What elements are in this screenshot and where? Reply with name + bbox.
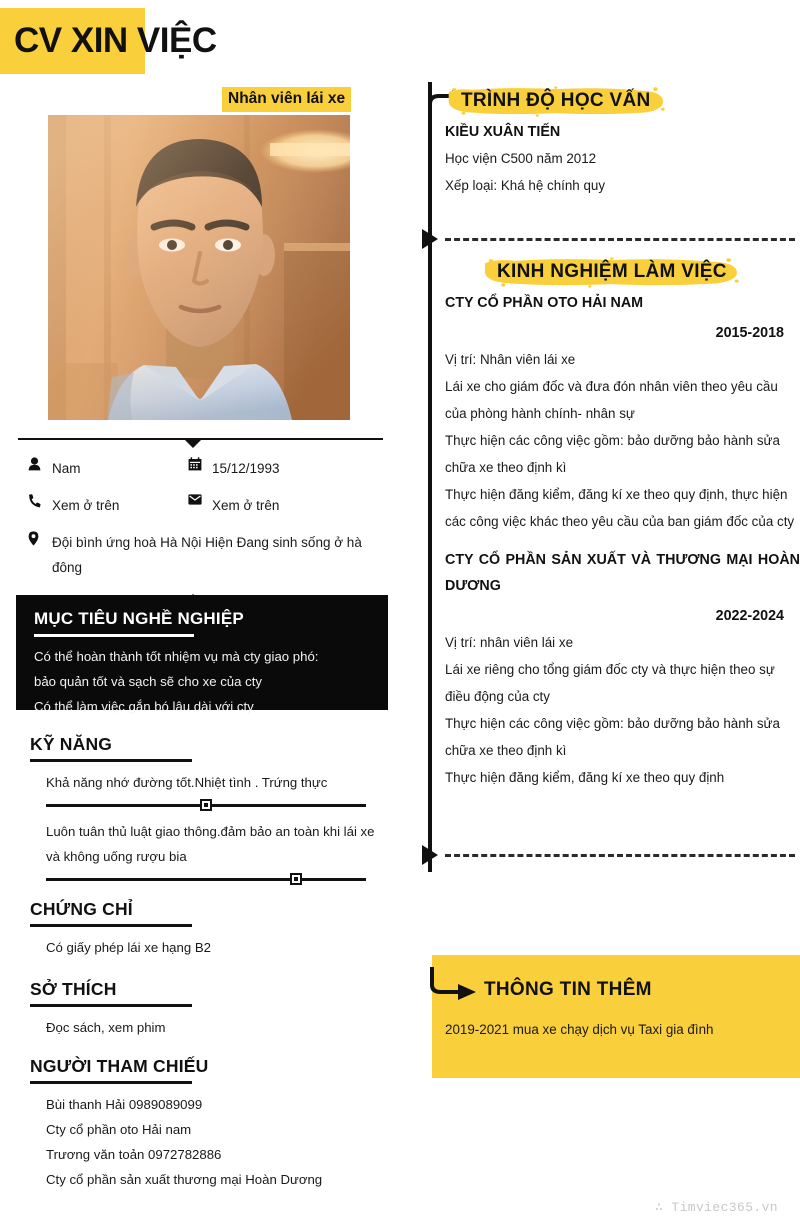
contact-gender [18,456,178,481]
contact-address [18,530,368,580]
reference-line: Trương văn toản 0972782886 [46,1147,222,1162]
page-title-plain: VIỆC [136,21,217,60]
birthday-value: 15/12/1993 [212,461,280,476]
skill-label: Khả năng nhớ đường tốt.Nhiệt tình . Trứng thực [46,775,328,790]
reference-line: Bùi thanh Hải 0989089099 [46,1097,203,1112]
hobby-line: Đọc sách, xem phim [46,1020,166,1035]
person-icon [18,456,52,471]
skills-title: KỸ NĂNG [30,734,113,754]
job-line: Lái xe cho giám đốc và đưa đón nhân viên theo yêu cầu của phòng hành chính- nhân sự [445,379,778,421]
skill-slider[interactable] [46,871,366,887]
hobbies-section [30,977,390,1040]
location-pin-icon [18,530,52,546]
slider-knob[interactable] [200,799,212,811]
experience-title: KINH NGHIỆM LÀM VIỆC [497,261,727,282]
gender-value: Nam [52,461,81,476]
job-line: Thực hiện đăng kiểm, đăng kí xe theo quy định [445,770,725,785]
slider-knob[interactable] [290,873,302,885]
timeline-rail [428,82,432,872]
education-line: Xếp loại: Khá hệ chính quy [445,178,606,193]
additional-info-line: 2019-2021 mua xe chạy dịch vụ Taxi gia đình [445,1022,714,1037]
email-value: Xem ở trên [212,498,280,513]
additional-info-title: THÔNG TIN THÊM [484,979,652,1000]
skill-item [30,819,390,887]
education-heading [445,86,667,117]
contact-row [18,456,383,481]
certificate-line: Có giấy phép lái xe hạng B2 [46,940,211,955]
cv-header [0,0,800,82]
address-value: Đội bình ứng hoà Hà Nội Hiện Đang sinh sống ở hà đông [52,535,362,575]
education-title: TRÌNH ĐỘ HỌC VẤN [461,90,651,111]
certificates-section [30,897,390,960]
reference-line: Cty cổ phần sản xuất thương mại Hoàn Dương [46,1172,323,1187]
experience-job [445,547,800,791]
contact-row [18,530,383,580]
education-name: KIỀU XUÂN TIẾN [445,124,561,140]
experience-job [445,290,800,535]
job-line: Lái xe riêng cho tổng giám đốc cty và thực hiện theo sự điều động của cty [445,662,775,704]
job-period: 2015-2018 [715,325,784,341]
footer-watermark: ∴ Timviec365.vn [654,1200,778,1215]
section-divider-dashed [445,854,795,857]
contact-row [18,493,383,518]
references-section [30,1054,390,1192]
job-line: Vị trí: Nhân viên lái xe [445,352,576,367]
objective-section [16,595,388,714]
job-line: Thực hiện đăng kiểm, đăng kí xe theo quy định, thực hiện các công việc khác theo yêu cầu của ban giám đốc của cty [445,487,795,529]
page-title-highlighted: CV XIN [14,21,137,60]
triangle-down-marker [184,439,202,448]
profile-photo [48,115,350,420]
phone-icon [18,493,52,508]
slider-track [46,878,366,881]
envelope-icon [178,493,212,505]
job-title-badge: Nhân viên lái xe [222,87,351,112]
skill-label: Luôn tuân thủ luật giao thông.đảm bảo an toàn khi lái xe và không uống rượu bia [46,824,375,864]
experience-section [445,257,800,791]
job-line: Thực hiện các công việc gồm: bảo dưỡng bảo hành sửa chữa xe theo định kì [445,716,780,758]
contact-section [18,434,383,612]
skills-section [30,732,390,893]
education-line: Học viện C500 năm 2012 [445,151,597,166]
job-company: CTY CỔ PHẦN OTO HẢI NAM [445,295,644,311]
contact-birthday [178,456,338,481]
job-period: 2022-2024 [715,608,784,624]
phone-value: Xem ở trên [52,498,120,513]
reference-line: Cty cổ phần oto Hải nam [46,1122,192,1137]
job-line: Thực hiện các công việc gồm: bảo dưỡng bảo hành sửa chữa xe theo định kì [445,433,780,475]
rail-arrow-marker [422,229,438,249]
contact-divider-top [18,434,383,444]
section-divider-dashed [445,238,795,241]
elbow-connector-icon [428,965,482,1005]
contact-email [178,493,338,518]
certificates-title: CHỨNG CHỈ [30,899,133,919]
additional-info-section [432,955,800,1078]
skill-slider[interactable] [46,797,366,813]
objective-line: bảo quản tốt và sạch sẽ cho xe của cty [34,674,262,689]
objective-underline [34,634,194,637]
contact-phone [18,493,178,518]
page-title [14,19,217,63]
calendar-icon [178,456,212,471]
experience-heading [481,257,743,288]
skill-item [30,770,390,813]
job-company: CTY CỔ PHẦN SẢN XUẤT VÀ THƯƠNG MẠI HOÀN DƯƠNG [445,552,800,594]
objective-title: MỤC TIÊU NGHỀ NGHIỆP [34,609,244,628]
education-section [445,86,800,199]
rail-arrow-marker [422,845,438,865]
job-line: Vị trí: nhân viên lái xe [445,635,574,650]
objective-line: Có thể hoàn thành tốt nhiệm vụ mà cty giao phó: [34,649,319,664]
objective-line: Có thể làm việc gắn bó lâu dài với cty [34,699,254,714]
references-title: NGƯỜI THAM CHIẾU [30,1056,209,1076]
hobbies-title: SỞ THÍCH [30,979,117,999]
